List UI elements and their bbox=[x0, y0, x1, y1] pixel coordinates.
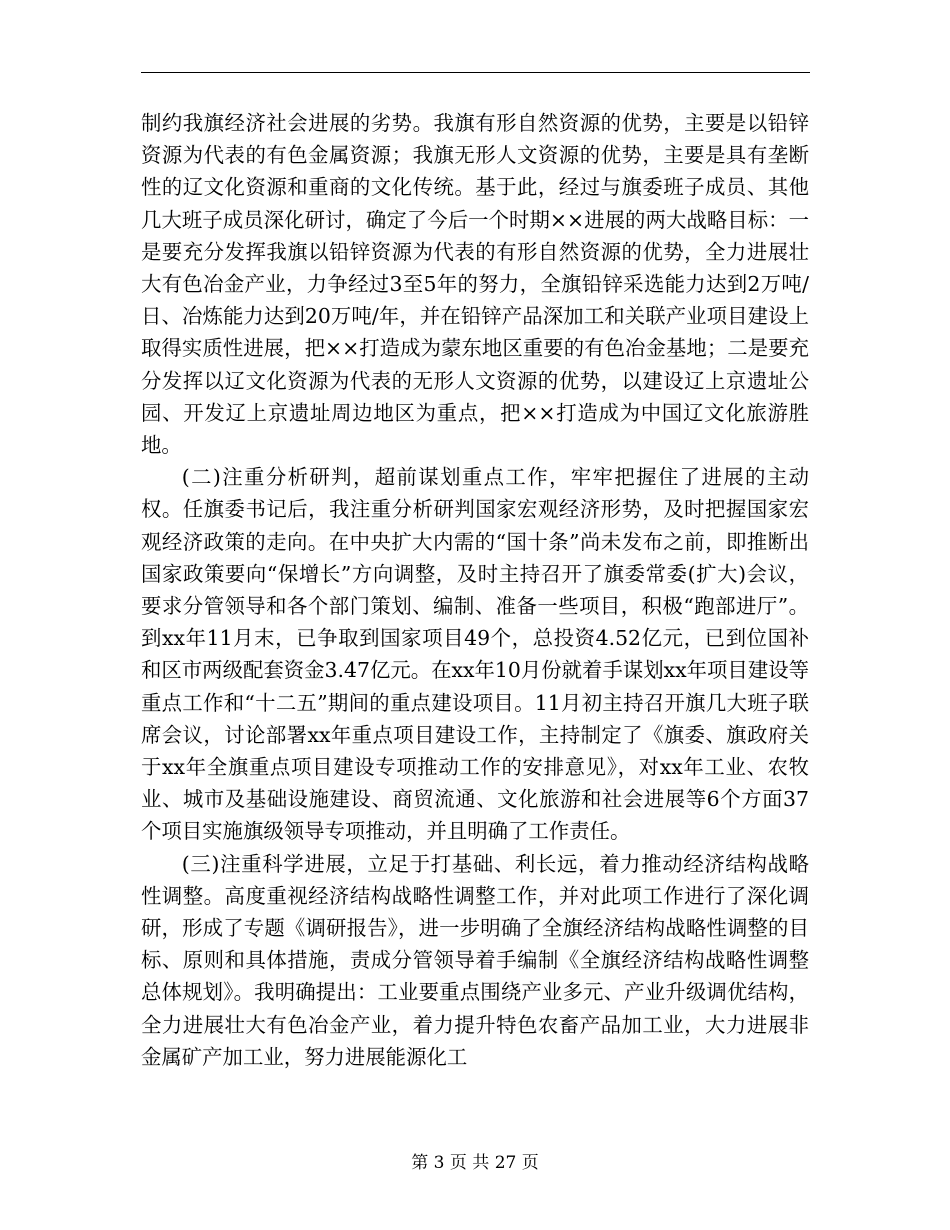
page-footer: 第 3 页 共 27 页 bbox=[411, 1153, 539, 1173]
paragraph-section-3: (三)注重科学进展，立足于打基础、利长远，着力推动经济结构战略性调整。高度重视经济结构战略性调整工作，并对此项工作进行了深化调研，形成了专题《调研报告》，进一步明确了全旗经济结构战略性调整的目标、原则和具体措施，责成分管领导着手编制《全旗经济结构战略性调整总体规划》。我明确提出：工业要重点围绕产业多元、产业升级调优结构，全力进展壮大有色冶金产业，着力提升特色农畜产品加工业，大力进展非金属矿产加工业，努力进展能源化工 bbox=[141, 851, 809, 1069]
paragraph-section-2: (二)注重分析研判，超前谋划重点工作，牢牢把握住了进展的主动权。任旗委书记后，我注重分析研判国家宏观经济形势，及时把握国家宏观经济政策的走向。在中央扩大内需的“国十条”尚未发布之前，即推断出国家政策要向“保增长”方向调整，及时主持召开了旗委常委(扩大)会议，要求分管领导和各个部门策划、编制、准备一些项目，积极“跑部进厅”。到xx年11月末，已争取到国家项目49个，总投资4.52亿元，已到位国补和区市两级配套资金3.47亿元。在xx年10月份就着手谋划xx年项目建设等重点工作和“十二五”期间的重点建设项目。11月初主持召开旗几大班子联席会议，讨论部署xx年重点项目建设工作，主持制定了《旗委、旗政府关于xx年全旗重点项目建设专项推动工作的安排意见》，对xx年工业、农牧业、城市及基础设施建设、商贸流通、文化旅游和社会进展等6个方面37个项目实施旗级领导专项推动，并且明确了工作责任。 bbox=[141, 465, 809, 844]
header-rule bbox=[141, 72, 810, 73]
body-text bbox=[141, 107, 809, 1073]
paragraph-continuation: 制约我旗经济社会进展的劣势。我旗有形自然资源的优势，主要是以铅锌资源为代表的有色金属资源；我旗无形人文资源的优势，主要是具有垄断性的辽文化资源和重商的文化传统。基于此，经过与旗委班子成员、其他几大班子成员深化研讨，确定了今后一个时期××进展的两大战略目标：一是要充分发挥我旗以铅锌资源为代表的有形自然资源的优势，全力进展壮大有色冶金产业，力争经过3至5年的努力，全旗铅锌采选能力达到2万吨/日、冶炼能力达到20万吨/年，并在铅锌产品深加工和关联产业项目建设上取得实质性进展，把××打造成为蒙东地区重要的有色冶金基地；二是要充分发挥以辽文化资源为代表的无形人文资源的优势，以建设辽上京遗址公园、开发辽上京遗址周边地区为重点，把××打造成为中国辽文化旅游胜地。 bbox=[141, 111, 809, 458]
